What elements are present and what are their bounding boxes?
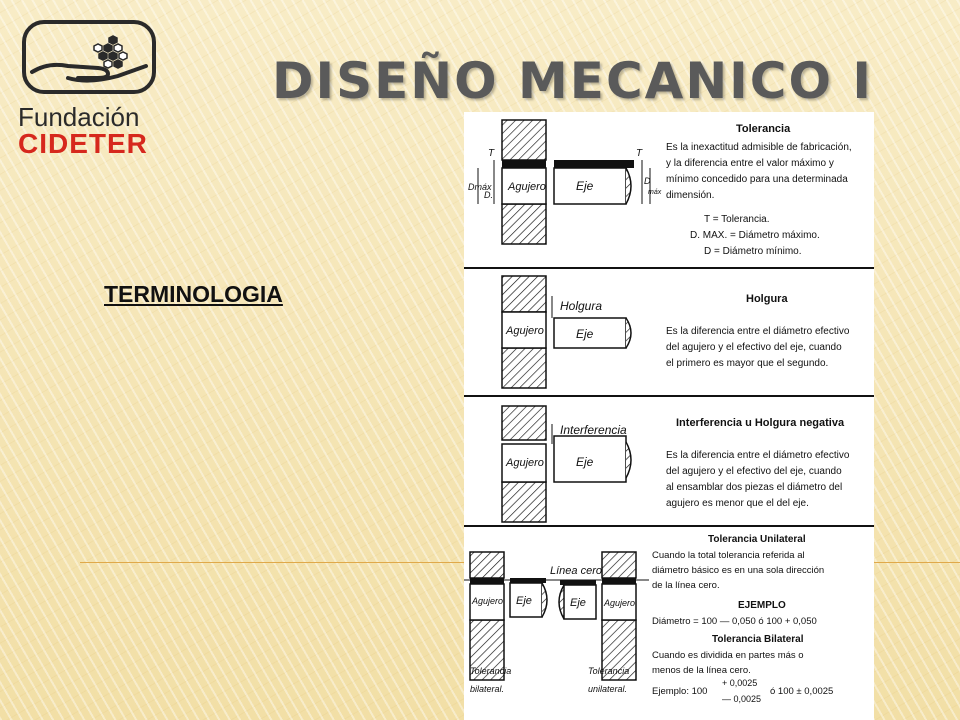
interferencia-line: agujero es menor que el del eje.: [666, 498, 809, 509]
bilateral-line: menos de la línea cero.: [652, 665, 751, 676]
interferencia-line: al ensamblar dos piezas el diámetro del: [666, 482, 843, 493]
tol-label-d2: D: [644, 176, 651, 186]
unilateral-line: de la línea cero.: [652, 580, 720, 591]
interferencia-fig-agujero: Agujero: [506, 457, 544, 469]
bilateral-line: Cuando es dividida en partes más o: [652, 650, 804, 661]
tol-label-eje: Eje: [576, 179, 594, 193]
interferencia-fig-label: Interferencia: [560, 423, 627, 437]
unilateral-line: Cuando la total tolerancia referida al: [652, 550, 805, 561]
tolerancia-def: D = Diámetro mínimo.: [704, 246, 802, 257]
bilateral-plus: + 0,0025: [722, 678, 758, 688]
slide-title: DISEÑO MECANICO I: [272, 52, 873, 110]
tol-label-max2: máx: [648, 189, 662, 196]
tol-bilateral-label-2: bilateral.: [470, 684, 505, 694]
slide-subtitle: TERMINOLOGIA: [104, 281, 283, 307]
tolerancia-def: T = Tolerancia.: [704, 214, 770, 225]
hand-hexagons-icon: [28, 32, 158, 94]
tolerancia-line: mínimo concedido para una determinada: [666, 174, 848, 185]
holgura-fig-eje: Eje: [576, 327, 594, 341]
tolerancia-heading: Tolerancia: [736, 123, 791, 135]
linea-cero-label: Línea cero: [550, 565, 602, 577]
ejemplo-line: Diámetro = 100 — 0,050 ó 100 + 0,050: [652, 616, 817, 627]
ejemplo-heading: EJEMPLO: [738, 600, 786, 611]
interferencia-line: del agujero y el efectivo del eje, cuando: [666, 466, 842, 477]
tol-unilateral-label-2: unilateral.: [588, 684, 628, 694]
interferencia-heading: Interferencia u Holgura negativa: [676, 417, 845, 429]
bilateral-minus: — 0,0025: [722, 694, 762, 704]
tol-bilateral-label-1: Tolerancia: [470, 666, 512, 676]
bottom-eje-right: Eje: [570, 597, 586, 609]
holgura-line: el primero es mayor que el segundo.: [666, 358, 829, 369]
terminology-figure: [464, 112, 874, 720]
bottom-agujero-left: Agujero: [472, 596, 504, 606]
logo-text-fundacion: Fundación: [18, 102, 140, 132]
bottom-eje-left: Eje: [516, 595, 532, 607]
tolerancia-diagram: [478, 120, 650, 244]
tol-label-agujero: Agujero: [508, 181, 546, 193]
tolerancia-def: D. MAX. = Diámetro máximo.: [690, 230, 820, 241]
bilateral-ejemplo-suffix: ó 100 ± 0,0025: [770, 686, 834, 697]
tol-label-t: T: [488, 148, 495, 159]
holgura-fig-label: Holgura: [560, 299, 603, 313]
unilateral-heading: Tolerancia Unilateral: [708, 534, 806, 545]
tol-label-d: D.: [484, 190, 493, 200]
tol-unilateral-label-1: Tolerancia: [588, 666, 630, 676]
interferencia-fig-eje: Eje: [576, 455, 594, 469]
interferencia-line: Es la diferencia entre el diámetro efectivo: [666, 450, 850, 461]
logo-text-cideter: CIDETER: [18, 128, 148, 159]
fundacion-cideter-logo: [12, 18, 162, 158]
bilateral-ejemplo-prefix: Ejemplo: 100: [652, 686, 708, 697]
tol-label-t2: T: [636, 148, 643, 159]
bilateral-heading: Tolerancia Bilateral: [712, 634, 804, 645]
holgura-heading: Holgura: [746, 293, 788, 305]
holgura-line: del agujero y el efectivo del eje, cuando: [666, 342, 842, 353]
tolerancia-line: y la diferencia entre el valor máximo y: [666, 158, 834, 169]
holgura-fig-agujero: Agujero: [506, 325, 544, 337]
holgura-line: Es la diferencia entre el diámetro efectivo: [666, 326, 850, 337]
bottom-agujero-right: Agujero: [604, 598, 636, 608]
tolerancia-line: dimensión.: [666, 190, 715, 201]
unilateral-line: diámetro básico es en una sola dirección: [652, 565, 825, 576]
tol-label-dmax: Dmáx: [468, 182, 492, 192]
terminology-figure-svg: [464, 112, 874, 720]
tolerancia-line: Es la inexactitud admisible de fabricación,: [666, 142, 852, 153]
